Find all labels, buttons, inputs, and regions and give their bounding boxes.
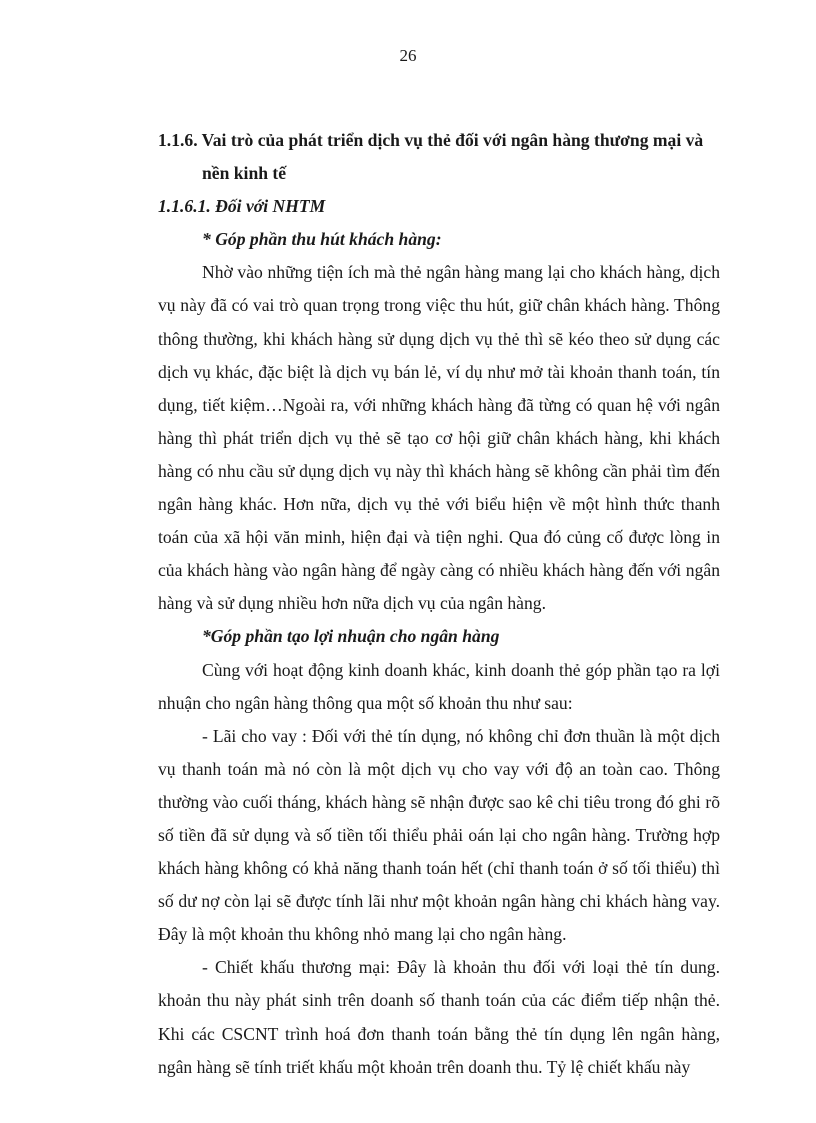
- subheading-bank-profit: *Góp phần tạo lợi nhuận cho ngân hàng: [202, 626, 500, 647]
- paragraph-loan-interest: - Lãi cho vay : Đối với thẻ tín dụng, nó không chỉ đơn thuần là một dịch vụ thanh toán mà nó còn là một dịch vụ cho vay với độ an toàn cao. Thông thường vào cuối tháng, khách hàng sẽ nhận được sao kê chi tiêu trong đó ghi rõ số tiền đã sử dụng và số tiền tối thiểu phải oán lại cho ngân hàng. Trường hợp khách hàng không có khả năng thanh toán hết (chỉ thanh toán ở số tối thiểu) thì số dư nợ còn lại sẽ được tính lãi như một khoản ngân hàng chi khách hàng vay. Đây là một khoản thu không nhỏ mang lại cho ngân hàng.: [158, 725, 720, 945]
- page-number: 26: [399, 46, 417, 65]
- paragraph-profit-intro: Cùng với hoạt động kinh doanh khác, kinh doanh thẻ góp phần tạo ra lợi nhuận cho ngân hàng thông qua một số khoản thu như sau:: [158, 659, 720, 713]
- paragraph-attract-customers: Nhờ vào những tiện ích mà thẻ ngân hàng mang lại cho khách hàng, dịch vụ này đã có vai trò quan trọng trong việc thu hút, giữ chân khách hàng. Thông thông thường, khi khách hàng sử dụng dịch vụ thẻ thì sẽ kéo theo sử dụng các dịch vụ khác, đặc biệt là dịch vụ bán lẻ, ví dụ như mở tài khoản thanh toán, tín dụng, tiết kiệm…Ngoài ra, với những khách hàng đã từng có quan hệ với ngân hàng thì phát triển dịch vụ thẻ sẽ tạo cơ hội giữ chân khách hàng, khi khách hàng có nhu cầu sử dụng dịch vụ này thì khách hàng sẽ không cần phải tìm đến ngân hàng khác. Hơn nữa, dịch vụ thẻ với biểu hiện về một hình thức thanh toán của xã hội văn minh, hiện đại và tiện nghi. Qua đó củng cố được lòng in của khách hàng vào ngân hàng để ngày càng có nhiều khách hàng đến với ngân hàng và sử dụng nhiều hơn nữa dịch vụ của ngân hàng.: [158, 262, 720, 614]
- paragraph-trade-discount: - Chiết khấu thương mại: Đây là khoản thu đối với loại thẻ tín dung. khoản thu này phát sinh trên doanh số thanh toán của các điểm tiếp nhận thẻ. Khi các CSCNT trình hoá đơn thanh toán bằng thẻ tín dụng lên ngân hàng, ngân hàng sẽ tính triết khấu một khoản trên doanh thu. Tỷ lệ chiết khấu này: [158, 957, 720, 1077]
- heading-line-2: nền kinh tế: [202, 163, 287, 184]
- subheading-attract-customers: * Góp phần thu hút khách hàng:: [202, 229, 442, 250]
- page-content: [158, 124, 720, 1084]
- heading-line-1: 1.1.6. Vai trò của phát triển dịch vụ thẻ đối với ngân hàng thương mại và: [158, 130, 704, 150]
- section-heading-1-1-6-1: 1.1.6.1. Đối với NHTM: [158, 196, 326, 217]
- section-heading-1-1-6: [158, 124, 720, 190]
